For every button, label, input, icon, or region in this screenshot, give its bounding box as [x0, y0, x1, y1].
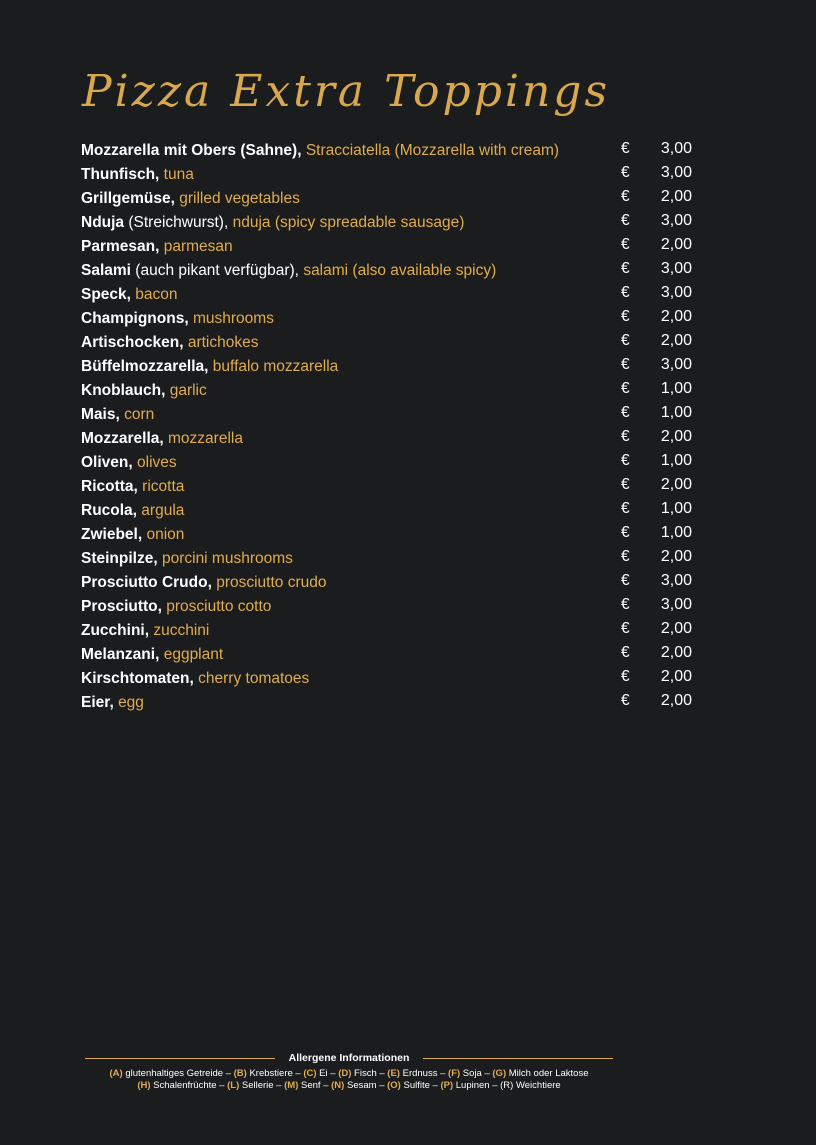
- currency-symbol: €: [621, 548, 630, 565]
- currency-symbol: €: [621, 572, 630, 589]
- topping-name-de-main: Grillgemüse,: [81, 190, 175, 207]
- topping-row: [81, 427, 701, 451]
- allergen-header: [85, 1052, 613, 1064]
- topping-name-de-main: Rucola,: [81, 502, 137, 519]
- currency-symbol: €: [621, 356, 630, 373]
- topping-name-de-main: Parmesan,: [81, 238, 160, 255]
- topping-row: [81, 139, 701, 163]
- allergen-label: Senf –: [298, 1080, 332, 1091]
- topping-row: [81, 667, 701, 691]
- topping-row: [81, 547, 701, 571]
- topping-name-en: argula: [141, 502, 185, 519]
- topping-price: 2,00: [660, 644, 692, 661]
- allergen-label: Sesam –: [344, 1080, 388, 1091]
- topping-name-en: corn: [124, 406, 155, 423]
- allergen-legend: [85, 1068, 613, 1092]
- topping-row: [81, 499, 701, 523]
- topping-name-de: [81, 478, 138, 495]
- allergen-line-2: [85, 1080, 613, 1092]
- allergen-label: Lupinen – (R) Weichtiere: [453, 1080, 561, 1091]
- currency-symbol: €: [621, 404, 630, 421]
- allergen-code: (E): [387, 1068, 400, 1079]
- topping-name-de: [81, 454, 133, 471]
- topping-name-de: [81, 262, 299, 279]
- allergen-line-1: [85, 1068, 613, 1080]
- allergen-code: (L): [227, 1080, 240, 1091]
- currency-symbol: €: [621, 212, 630, 229]
- topping-name-en: egg: [118, 694, 144, 711]
- topping-price: 2,00: [660, 476, 692, 493]
- topping-price: 1,00: [660, 524, 692, 541]
- topping-price: 2,00: [660, 236, 692, 253]
- allergen-code: (D): [338, 1068, 352, 1079]
- allergen-label: Sulfite –: [400, 1080, 441, 1091]
- topping-name-de: [81, 334, 184, 351]
- topping-name-de-main: Mozzarella mit Obers (Sahne),: [81, 142, 302, 159]
- topping-price: 2,00: [660, 308, 692, 325]
- currency-symbol: €: [621, 380, 630, 397]
- topping-name-de-main: Salami: [81, 262, 131, 279]
- topping-name-de: [81, 598, 162, 615]
- topping-name-de-main: Prosciutto,: [81, 598, 162, 615]
- topping-row: [81, 691, 701, 715]
- topping-price: 2,00: [660, 428, 692, 445]
- topping-row: [81, 523, 701, 547]
- topping-row: [81, 211, 701, 235]
- topping-price: 1,00: [660, 452, 692, 469]
- allergen-code: (O): [387, 1080, 401, 1091]
- topping-price: 3,00: [660, 164, 692, 181]
- currency-symbol: €: [621, 140, 630, 157]
- topping-name-en: nduja (spicy spreadable sausage): [232, 214, 465, 231]
- topping-name-en: prosciutto crudo: [216, 574, 327, 591]
- topping-name-de: [81, 694, 114, 711]
- topping-name-de-main: Artischocken,: [81, 334, 184, 351]
- topping-row: [81, 355, 701, 379]
- topping-name-en: salami (also available spicy): [303, 262, 497, 279]
- topping-price: 2,00: [660, 620, 692, 637]
- topping-name-de-main: Mais,: [81, 406, 120, 423]
- topping-row: [81, 331, 701, 355]
- currency-symbol: €: [621, 260, 630, 277]
- currency-symbol: €: [621, 284, 630, 301]
- topping-row: [81, 451, 701, 475]
- topping-name-en: mushrooms: [192, 310, 274, 327]
- topping-row: [81, 475, 701, 499]
- topping-price: 1,00: [660, 500, 692, 517]
- topping-name-de-main: Zucchini,: [81, 622, 150, 639]
- topping-row: [81, 571, 701, 595]
- allergen-code: (B): [233, 1068, 247, 1079]
- topping-price: 3,00: [660, 572, 692, 589]
- allergen-code: (F): [448, 1068, 461, 1079]
- topping-name-de-note: (auch pikant verfügbar),: [135, 262, 299, 279]
- topping-price: 3,00: [660, 596, 692, 613]
- allergen-label: Sellerie –: [239, 1080, 285, 1091]
- currency-symbol: €: [621, 476, 630, 493]
- topping-name-en: buffalo mozzarella: [212, 358, 339, 375]
- topping-name-de-main: Speck,: [81, 286, 131, 303]
- topping-name-de: [81, 574, 212, 591]
- topping-name-de: [81, 190, 175, 207]
- topping-price: 1,00: [660, 404, 692, 421]
- topping-name-de: [81, 142, 302, 159]
- topping-name-de-main: Büffelmozzarella,: [81, 358, 209, 375]
- topping-name-de: [81, 502, 137, 519]
- allergen-heading: Allergene Informationen: [288, 1052, 410, 1064]
- topping-name-en: mozzarella: [168, 430, 243, 447]
- topping-price: 2,00: [660, 188, 692, 205]
- currency-symbol: €: [621, 428, 630, 445]
- allergen-label: Erdnuss –: [399, 1068, 449, 1079]
- topping-name-de-main: Kirschtomaten,: [81, 670, 194, 687]
- allergen-label: Soja –: [460, 1068, 493, 1079]
- currency-symbol: €: [621, 236, 630, 253]
- topping-name-en: Stracciatella (Mozzarella with cream): [305, 142, 560, 159]
- topping-name-de-main: Ricotta,: [81, 478, 138, 495]
- topping-name-de-main: Nduja: [81, 214, 125, 231]
- topping-row: [81, 283, 701, 307]
- topping-name-de-main: Prosciutto Crudo,: [81, 574, 212, 591]
- allergen-code: (C): [303, 1068, 317, 1079]
- topping-row: [81, 307, 701, 331]
- topping-name-de: [81, 382, 165, 399]
- currency-symbol: €: [621, 596, 630, 613]
- currency-symbol: €: [621, 308, 630, 325]
- topping-name-en: porcini mushrooms: [161, 550, 293, 567]
- page-title: Pizza Extra Toppings: [82, 66, 611, 117]
- topping-row: [81, 163, 701, 187]
- divider-left: [85, 1058, 275, 1059]
- topping-name-de-main: Champignons,: [81, 310, 189, 327]
- allergen-label: Ei –: [316, 1068, 339, 1079]
- topping-name-de: [81, 622, 149, 639]
- topping-name-de-main: Steinpilze,: [81, 550, 158, 567]
- topping-price: 2,00: [660, 332, 692, 349]
- topping-row: [81, 595, 701, 619]
- topping-row: [81, 259, 701, 283]
- topping-price: 2,00: [660, 548, 692, 565]
- allergen-code: (H): [137, 1080, 151, 1091]
- topping-name-de-main: Mozzarella,: [81, 430, 164, 447]
- topping-row: [81, 403, 701, 427]
- topping-name-de: [81, 238, 159, 255]
- currency-symbol: €: [621, 164, 630, 181]
- toppings-list: [81, 139, 701, 715]
- topping-name-de-note: (Streichwurst),: [128, 214, 229, 231]
- topping-name-de-main: Eier,: [81, 694, 114, 711]
- topping-name-de: [81, 310, 189, 327]
- topping-name-en: prosciutto cotto: [166, 598, 272, 615]
- topping-name-de-main: Thunfisch,: [81, 166, 160, 183]
- topping-name-en: zucchini: [153, 622, 210, 639]
- topping-price: 3,00: [660, 260, 692, 277]
- topping-row: [81, 187, 701, 211]
- allergen-label: glutenhaltiges Getreide –: [122, 1068, 234, 1079]
- allergen-info: [85, 1052, 613, 1092]
- topping-price: 2,00: [660, 692, 692, 709]
- topping-price: 3,00: [660, 356, 692, 373]
- topping-name-de: [81, 358, 208, 375]
- topping-row: [81, 235, 701, 259]
- topping-name-en: cherry tomatoes: [198, 670, 310, 687]
- topping-name-de: [81, 430, 164, 447]
- topping-name-de: [81, 550, 158, 567]
- topping-name-de: [81, 526, 142, 543]
- topping-price: 3,00: [660, 140, 692, 157]
- topping-name-de: [81, 406, 120, 423]
- topping-row: [81, 643, 701, 667]
- topping-name-de: [81, 286, 131, 303]
- topping-name-de: [81, 166, 159, 183]
- topping-price: 1,00: [660, 380, 692, 397]
- topping-name-de-main: Oliven,: [81, 454, 133, 471]
- currency-symbol: €: [621, 620, 630, 637]
- topping-price: 2,00: [660, 668, 692, 685]
- allergen-code: (P): [440, 1080, 454, 1091]
- currency-symbol: €: [621, 452, 630, 469]
- topping-row: [81, 379, 701, 403]
- topping-name-de-main: Melanzani,: [81, 646, 160, 663]
- allergen-label: Milch oder Laktose: [506, 1068, 589, 1079]
- currency-symbol: €: [621, 644, 630, 661]
- currency-symbol: €: [621, 668, 630, 685]
- topping-name-en: tuna: [163, 166, 194, 183]
- allergen-code: (A): [109, 1068, 123, 1079]
- topping-name-de-main: Knoblauch,: [81, 382, 166, 399]
- topping-name-en: eggplant: [163, 646, 224, 663]
- topping-name-de-main: Zwiebel,: [81, 526, 143, 543]
- topping-row: [81, 619, 701, 643]
- allergen-label: Fisch –: [351, 1068, 388, 1079]
- topping-name-de: [81, 214, 228, 231]
- topping-name-en: bacon: [135, 286, 178, 303]
- topping-name-en: grilled vegetables: [179, 190, 300, 207]
- topping-name-de: [81, 646, 159, 663]
- topping-price: 3,00: [660, 284, 692, 301]
- topping-name-en: ricotta: [142, 478, 185, 495]
- topping-price: 3,00: [660, 212, 692, 229]
- currency-symbol: €: [621, 524, 630, 541]
- divider-right: [423, 1058, 613, 1059]
- topping-name-en: parmesan: [163, 238, 233, 255]
- allergen-code: (M): [284, 1080, 299, 1091]
- topping-name-de: [81, 670, 194, 687]
- currency-symbol: €: [621, 332, 630, 349]
- topping-name-en: olives: [137, 454, 177, 471]
- topping-name-en: onion: [146, 526, 185, 543]
- currency-symbol: €: [621, 188, 630, 205]
- allergen-code: (G): [492, 1068, 507, 1079]
- allergen-code: (N): [331, 1080, 345, 1091]
- currency-symbol: €: [621, 692, 630, 709]
- topping-name-en: artichokes: [187, 334, 259, 351]
- allergen-label: Schalenfrüchte –: [150, 1080, 228, 1091]
- currency-symbol: €: [621, 500, 630, 517]
- topping-name-en: garlic: [169, 382, 207, 399]
- allergen-label: Krebstiere –: [246, 1068, 304, 1079]
